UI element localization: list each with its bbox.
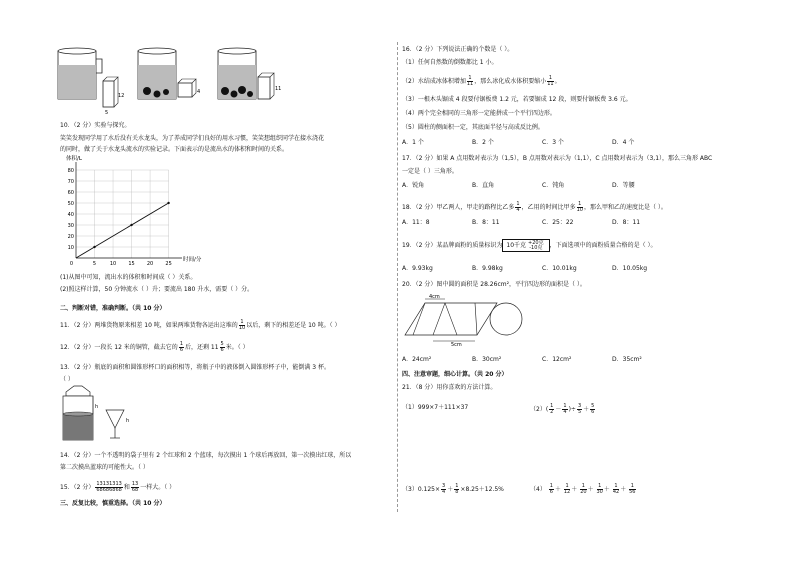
q20-option-b[interactable]: B．30cm² bbox=[472, 356, 502, 363]
q16-statement-5: （5）圆柱的侧面积一定，其底面半径与高成反比例。 bbox=[402, 124, 544, 131]
section-3-heading: 三、反复比较，慎重选择。（共 10 分） bbox=[60, 500, 166, 507]
q20-option-d[interactable]: D．35cm² bbox=[612, 356, 642, 363]
q19-option-b[interactable]: B．9.98kg bbox=[472, 265, 503, 272]
x-tick-label-2: 15 bbox=[128, 261, 135, 267]
question-12: 12．（2 分）一段长 12 米的铜管，截去它的 $\frac{1}{6}$ 后，还剩 11 $\frac{5}{6}$ 米。（ ） bbox=[60, 341, 249, 353]
y-tick-label-2: 30 bbox=[67, 223, 74, 229]
q19-option-c[interactable]: C．10.01kg bbox=[542, 265, 577, 272]
x-axis-label: 时间/分 bbox=[183, 257, 202, 263]
q20-option-c[interactable]: C．12cm² bbox=[542, 356, 572, 363]
x-tick-label-0: 5 bbox=[92, 261, 97, 267]
q17-option-d[interactable]: D．等腰 bbox=[612, 182, 635, 189]
column-divider bbox=[397, 42, 398, 512]
q10-para-1: 笑笑发现同学用了水后没有关水龙头，为了养成同学们良好的用水习惯，笑笑想组织同学在接水浇花 bbox=[60, 135, 325, 142]
data-point-0 bbox=[93, 246, 95, 248]
container-3 bbox=[218, 48, 281, 99]
question-15: 15．（2 分） $\frac{13131313}{68686868}$ 和 $\frac{13}{68}$ 一样大。（ ） bbox=[60, 481, 176, 493]
y-tick-label-0: 10 bbox=[67, 245, 74, 251]
data-point-1 bbox=[130, 224, 132, 226]
q19-option-d[interactable]: D．10.05kg bbox=[612, 265, 648, 272]
q10-title: 10．（2 分）实验与探究。 bbox=[60, 122, 131, 129]
x-tick-label-4: 25 bbox=[165, 261, 172, 267]
q18-option-a[interactable]: A．11：8 bbox=[402, 219, 430, 226]
q18-line: 18．（2 分）甲乙两人，甲走的路程比乙多 $\frac{1}{4}$ ，乙用的时间比甲多 $\frac{1}{10}$ ，那么甲和乙的速度比是（ ）。 bbox=[402, 201, 667, 213]
q20-options bbox=[402, 356, 682, 364]
y-axis-label: 体积/L bbox=[66, 156, 82, 162]
q17-option-a[interactable]: A．锐角 bbox=[402, 182, 425, 189]
q19-option-a[interactable]: A．9.93kg bbox=[402, 265, 433, 272]
q16-option-b[interactable]: B．2 个 bbox=[472, 139, 494, 146]
q17-option-c[interactable]: C．钝角 bbox=[542, 182, 565, 189]
q21-expr-2: （2）( $\frac{1}{2}$ － $\frac{1}{4}$ )÷ $\frac{3}{5}$ ＋ $\frac{5}{6}$ bbox=[530, 403, 595, 415]
q16-statement-1: （1）任何自然数的倒数都比 1 小。 bbox=[402, 59, 498, 66]
q16-options bbox=[402, 139, 682, 147]
section-2-heading: 二、判断对错，准确判断。（共 10 分） bbox=[60, 305, 166, 312]
bottle-h-label: h bbox=[95, 404, 99, 410]
svg-text:5: 5 bbox=[105, 110, 109, 116]
x-tick-label-3: 20 bbox=[146, 261, 154, 267]
dim-12-label: 12 bbox=[118, 93, 125, 99]
y-tick-label-1: 20 bbox=[67, 234, 74, 240]
q19-line: 19．（2 分）某品牌面粉的质量标识为 10千克 +20克 -10克 ，下面选项中的面粉质量合格的是（ ）。 bbox=[402, 239, 657, 251]
top-dimension-label: 4cm bbox=[429, 294, 440, 300]
q21-title: 21．（8 分）用你喜欢的方法计算。 bbox=[402, 384, 497, 391]
bottle-cone-figure bbox=[60, 386, 140, 444]
container-1 bbox=[58, 48, 124, 116]
volume-time-chart bbox=[60, 156, 202, 270]
q10-sub-1: (1)从图中可知，流出水的体积和时间成（ ）关系。 bbox=[60, 274, 197, 281]
y-tick-label-7: 80 bbox=[67, 168, 74, 174]
q17-line-1: 17．（2 分）如果 A 点用数对表示为（1,5），B 点用数对表示为（1,1），C 点用数对表示为（3,1），那么三角形 ABC bbox=[402, 155, 713, 162]
q20-option-a[interactable]: A．24cm² bbox=[402, 356, 432, 363]
bottom-dimension-label: 5cm bbox=[451, 342, 462, 348]
q16-statement-2: （2）水结成冰体积增加 $\frac{1}{11}$ ，那么冰化成水体积要缩小 $\frac{1}{11}$ 。 bbox=[402, 75, 561, 87]
q18-option-d[interactable]: D．8：11 bbox=[612, 219, 641, 226]
q16-option-a[interactable]: A．1 个 bbox=[402, 139, 424, 146]
flour-weight-label: 10千克 +20克 -10克 bbox=[502, 239, 549, 252]
q21-expr-4: （4） $\frac{1}{6}$ ＋ $\frac{1}{12}$ ＋ $\frac{1}{20}$ ＋ $\frac{1}{30}$ ＋ $\frac{1}{42}$ ＋ $\frac{1}{56}$ bbox=[530, 483, 636, 495]
q18-option-b[interactable]: B．8：11 bbox=[472, 219, 500, 226]
y-tick-label-4: 50 bbox=[67, 201, 74, 207]
q10-sub-2: (2)照这样计算，50 分钟流水（ ）升；要流出 180 升水，需要（ ）分。 bbox=[60, 286, 254, 293]
q19-options bbox=[402, 265, 682, 273]
q16-statement-4: （4）两个完全相同的三角形一定能拼成一个平行四边形。 bbox=[402, 110, 556, 117]
y-tick-label-3: 40 bbox=[67, 212, 74, 218]
data-point-end bbox=[167, 202, 169, 204]
q18-option-c[interactable]: C．25：22 bbox=[542, 219, 574, 226]
q16-option-d[interactable]: D．4 个 bbox=[612, 139, 635, 146]
origin-label: 0 bbox=[69, 261, 73, 267]
y-tick-label-6: 70 bbox=[67, 179, 74, 185]
q16-statement-3: （3）一根木头锯成 4 段要付锯板费 1.2 元，若要锯成 12 段，则要付锯板费 3.6 元。 bbox=[402, 96, 632, 103]
y-tick-label-5: 60 bbox=[67, 190, 74, 196]
beaker-diagrams bbox=[55, 45, 295, 115]
q18-options bbox=[402, 219, 682, 227]
q16-option-c[interactable]: C．3 个 bbox=[542, 139, 564, 146]
question-13-paren: （ ） bbox=[60, 376, 74, 383]
container-2 bbox=[138, 48, 200, 99]
q17-options bbox=[402, 182, 682, 190]
q17-option-b[interactable]: B．直角 bbox=[472, 182, 495, 189]
x-tick-label-1: 10 bbox=[109, 261, 117, 267]
q16-title: 16．（2 分）下列说法正确的个数是（ ）。 bbox=[402, 46, 514, 53]
series-line-0 bbox=[76, 203, 169, 258]
question-11: 11．（2 分）两堆货物原来相差 10 吨，如果两堆货物各运出这堆的 $\frac{1}{10}$ 以后，剩下的相差还是 10 吨。（ ） bbox=[60, 319, 341, 331]
cone-h-label: h bbox=[126, 418, 130, 424]
q17-line-2: 一定是（ ）三角形。 bbox=[402, 168, 458, 175]
parallelogram-circle-figure bbox=[405, 295, 525, 347]
q21-expr-3: （3）0.125× $\frac{3}{4}$ ＋ $\frac{1}{8}$ ×8.25＋12.5% bbox=[402, 483, 504, 495]
question-13: 13．（2 分）瓶底的面积和圆锥形杯口的面积相等，将瓶子中的液体倒入圆锥形杯子中，能倒满 3 杯。 bbox=[60, 364, 330, 371]
q21-expr-1: （1）999×7＋111×37 bbox=[402, 404, 469, 411]
q10-para-2: 的同时，做了关于水龙头流水的实验记录。下面表示的是流出水的体积和时间的关系。 bbox=[60, 146, 289, 153]
section-4-heading: 四、注意审题，细心计算。（共 20 分） bbox=[402, 371, 508, 378]
question-14-line-1: 14．（2 分）一个不透明的袋子里有 2 个红球和 2 个蓝球，每次摸出 1 个球后再放回，第一次摸出红球，所以 bbox=[60, 452, 352, 459]
svg-text:4: 4 bbox=[197, 89, 201, 95]
question-14-line-2: 第二次摸出蓝球的可能性大。（ ） bbox=[60, 464, 149, 471]
svg-text:11: 11 bbox=[275, 86, 282, 92]
q20-line: 20．（2 分）图中圆的面积是 28.26cm²，平行四边形的面积是（ ）。 bbox=[402, 281, 586, 288]
